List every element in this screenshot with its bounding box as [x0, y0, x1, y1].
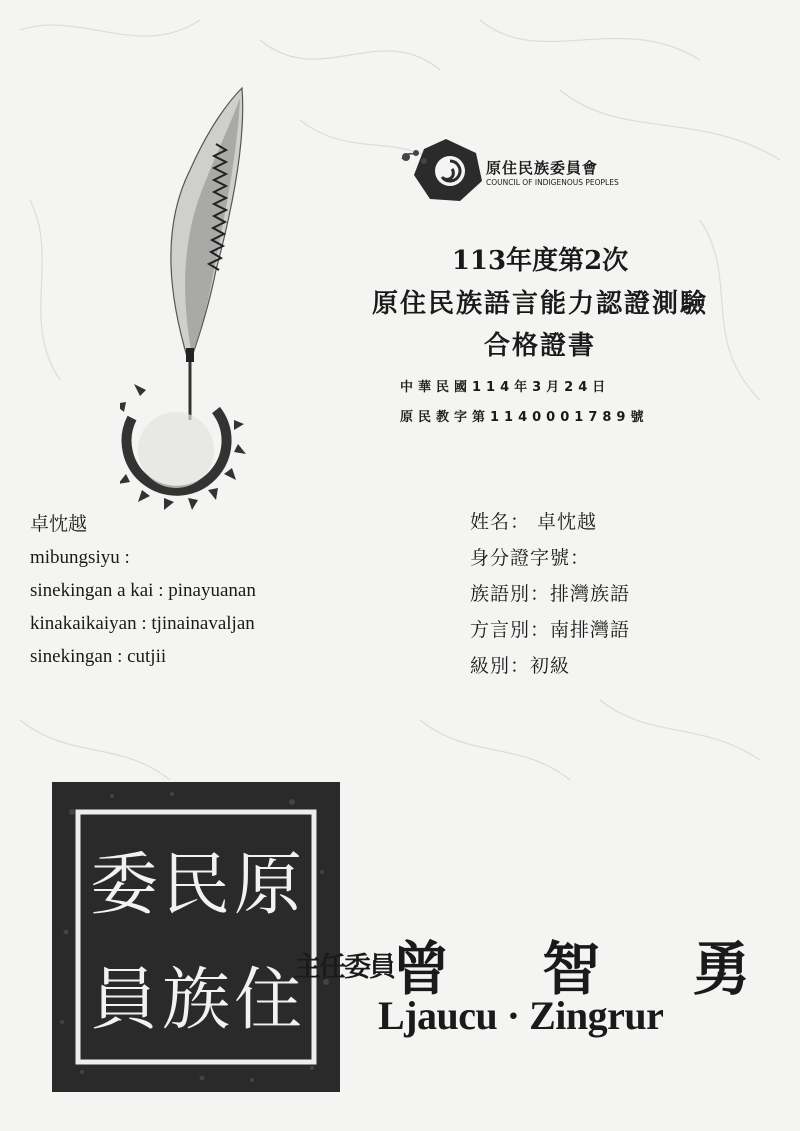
quill-sun-emblem	[120, 80, 260, 510]
level: 級別：初級	[470, 655, 571, 677]
council-logo	[398, 135, 638, 205]
id-number-label: 身分證字號：	[470, 547, 591, 569]
title-exam: 原住民族語言能力認證測驗	[371, 289, 708, 319]
dialect-indigenous: kinakaikaiyan : tjinainavaljan	[30, 613, 255, 634]
holder-name: 姓名： 卓忱越	[470, 511, 598, 533]
dialect-type: 方言別：南排灣語	[470, 619, 631, 641]
signatory-name: 曾 智 勇	[392, 935, 787, 1003]
seal-char: 住	[233, 961, 302, 1040]
chinese-info-block	[470, 504, 630, 684]
issue-date: 中華民國114年3月24日	[400, 380, 611, 395]
id-label-indigenous: mibungsiyu :	[30, 547, 130, 568]
seal-characters	[88, 822, 304, 1052]
seal-char: 委	[89, 846, 158, 925]
seal-char: 員	[89, 961, 158, 1040]
title-certificate: 合格證書	[483, 331, 596, 361]
document-number: 原民教字第1140001789號	[400, 410, 649, 425]
official-seal	[52, 782, 340, 1092]
seal-char: 民	[161, 846, 230, 925]
council-emblem-icon	[398, 135, 484, 205]
indigenous-info-block	[30, 508, 256, 673]
level-indigenous: sinekingan : cutjii	[30, 646, 167, 667]
signatory-title: 主任委員	[294, 952, 394, 983]
signatory-name-roman: Ljaucu · Zingrur	[378, 993, 664, 1038]
council-name-en: COUNCIL OF INDIGENOUS PEOPLES	[486, 178, 619, 187]
language-indigenous: sinekingan a kai : pinayuanan	[30, 580, 256, 601]
seal-char: 原	[233, 846, 302, 925]
seal-char: 族	[161, 961, 230, 1040]
language-type: 族語別：排灣族語	[470, 583, 631, 605]
title-session: 113年度第2次	[451, 246, 629, 276]
council-name-zh: 原住民族委員會	[486, 159, 599, 177]
holder-name-indigenous: 卓忱越	[30, 514, 88, 535]
